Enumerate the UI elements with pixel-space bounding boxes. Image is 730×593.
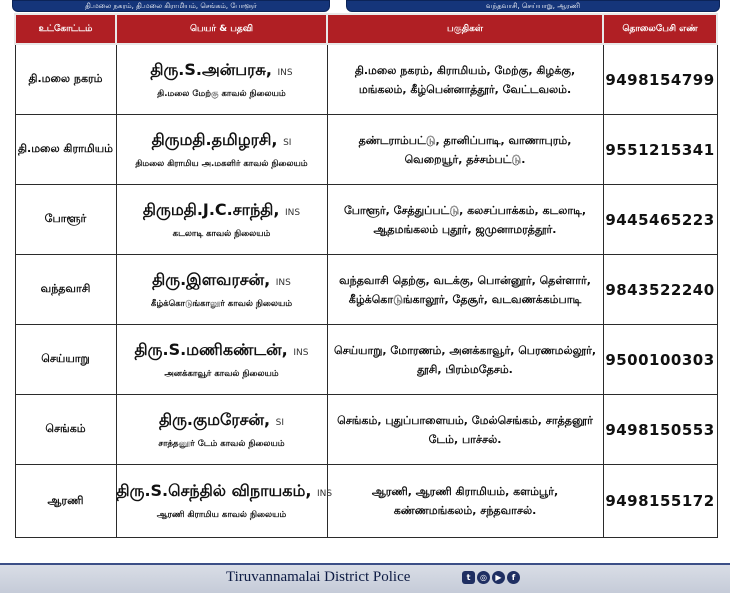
- phone-number[interactable]: 9498150553: [603, 395, 717, 465]
- officer-name-line: [117, 410, 327, 433]
- officer-station: திமலை கிராமிய அ.மகளிர் காவல் நிலையம்: [135, 158, 308, 169]
- officer-name: திரு.S.அன்பரசு,: [150, 59, 272, 79]
- phone-number[interactable]: 9500100303: [603, 325, 717, 395]
- table-header-row: [15, 14, 717, 44]
- table-row: [15, 395, 717, 465]
- header-division: உட்கோட்டம்: [15, 14, 116, 44]
- division-cell: ஆரணி: [15, 465, 116, 538]
- phone-number[interactable]: 9551215341: [603, 115, 717, 185]
- top-banner-right: வந்தவாசி, செய்யாறு, ஆரணி: [346, 0, 720, 12]
- officer-station: தி.மலை மேற்கு காவல் நிலையம்: [157, 88, 286, 99]
- areas-cell: செங்கம், புதுப்பாளையம், மேல்செங்கம், சாத்தனூர் டேம், பாச்சல்.: [327, 395, 603, 465]
- table-row: [15, 325, 717, 395]
- top-banner-left: தி.மலை நகரம், தி.மலை கிராமியம், செங்கம், போளூர்: [12, 0, 330, 12]
- top-banner: [0, 0, 730, 12]
- officer-rank: INS: [293, 347, 309, 358]
- officer-station: கீழ்க்கொடுங்காலூர் காவல் நிலையம்: [150, 298, 293, 309]
- officer-station: அனக்காவூர் காவல் நிலையம்: [164, 368, 279, 379]
- areas-cell: வந்தவாசி தெற்கு, வடக்கு, பொன்னூர், தெள்ளார், கீழ்க்கொடுங்காலூர், தேசூர், வடவணக்கம்பாடி: [327, 255, 603, 325]
- table-row: [15, 115, 717, 185]
- officer-cell: [116, 115, 327, 185]
- officer-name: திரு.குமரேசன்,: [158, 409, 271, 429]
- instagram-icon[interactable]: ◎: [477, 571, 490, 584]
- officer-name: திரு.இளவரசன்,: [152, 269, 271, 289]
- areas-cell: செய்யாறு, மோரணம், அனக்காவூர், பெரணமல்லூர், தூசி, பிரம்மதேசம்.: [327, 325, 603, 395]
- footer-bar: [0, 563, 730, 593]
- officer-name-line: [117, 340, 327, 363]
- header-name-designation: பெயர் & பதவி: [116, 14, 327, 44]
- officer-cell: [116, 44, 327, 115]
- division-cell: போளூர்: [15, 185, 116, 255]
- table-row: [15, 465, 717, 538]
- officer-rank: INS: [277, 67, 293, 78]
- footer-title: Tiruvannamalai District Police: [226, 569, 411, 585]
- youtube-icon[interactable]: ▶: [492, 571, 505, 584]
- officer-cell: [116, 395, 327, 465]
- officer-rank: SI: [283, 137, 292, 148]
- division-cell: வந்தவாசி: [15, 255, 116, 325]
- header-phone: தொலைபேசி எண்: [603, 14, 717, 44]
- officer-cell: [116, 465, 333, 538]
- table-row: [15, 44, 717, 115]
- contact-table: [14, 13, 718, 538]
- division-cell: தி.மலை நகரம்: [15, 44, 116, 115]
- officer-rank: SI: [275, 417, 285, 428]
- areas-cell: தி.மலை நகரம், கிராமியம், மேற்கு, கிழக்கு, மங்கலம், கீழ்பென்னாத்தூர், வேட்டவலம்.: [327, 44, 603, 115]
- areas-cell: போளூர், சேத்துப்பட்டு, கலசப்பாக்கம், கடலாடி, ஆதமங்கலம் புதூர், ஜமுனாமரத்தூர்.: [327, 185, 603, 255]
- officer-cell: [116, 325, 327, 395]
- table-row: [15, 255, 717, 325]
- areas-cell: ஆரணி, ஆரணி கிராமியம், களம்பூர், கண்ணமங்கலம், சந்தவாசல்.: [327, 465, 603, 538]
- officer-name-line: [117, 200, 327, 223]
- officer-name: திருமதி.J.C.சாந்தி,: [142, 199, 280, 219]
- officer-name-line: [117, 270, 327, 293]
- officer-name: திரு.S.செந்தில் விநாயகம்,: [116, 481, 312, 500]
- officer-rank: INS: [275, 277, 291, 288]
- social-icons: [462, 571, 520, 585]
- division-cell: தி.மலை கிராமியம்: [15, 115, 116, 185]
- officer-name-line: [117, 60, 327, 83]
- officer-station: சாத்தனூர் டேம் காவல் நிலையம்: [158, 438, 285, 449]
- officer-name-line: [116, 481, 333, 504]
- officer-name: திருமதி.தமிழரசி,: [151, 129, 278, 149]
- officer-cell: [116, 255, 327, 325]
- phone-number[interactable]: 9498154799: [603, 44, 717, 115]
- phone-number[interactable]: 9843522240: [603, 255, 717, 325]
- header-areas: பகுதிகள்: [327, 14, 603, 44]
- officer-station: ஆரணி கிராமிய காவல் நிலையம்: [156, 510, 287, 520]
- phone-number[interactable]: 9445465223: [603, 185, 717, 255]
- areas-cell: தண்டராம்பட்டு, தானிப்பாடி, வாணாபுரம், வெறையூர், தச்சம்பட்டு.: [327, 115, 603, 185]
- officer-name: திரு.S.மணிகண்டன்,: [134, 339, 288, 359]
- division-cell: செங்கம்: [15, 395, 116, 465]
- officer-rank: INS: [285, 207, 301, 218]
- officer-cell: [116, 185, 327, 255]
- phone-number[interactable]: 9498155172: [603, 465, 717, 538]
- twitter-icon[interactable]: t: [462, 571, 475, 584]
- officer-station: கடலாடி காவல் நிலையம்: [172, 228, 271, 239]
- division-cell: செய்யாறு: [15, 325, 116, 395]
- table-row: [15, 185, 717, 255]
- facebook-icon[interactable]: f: [507, 571, 520, 584]
- officer-name-line: [117, 130, 327, 153]
- officer-rank: INS: [316, 489, 333, 499]
